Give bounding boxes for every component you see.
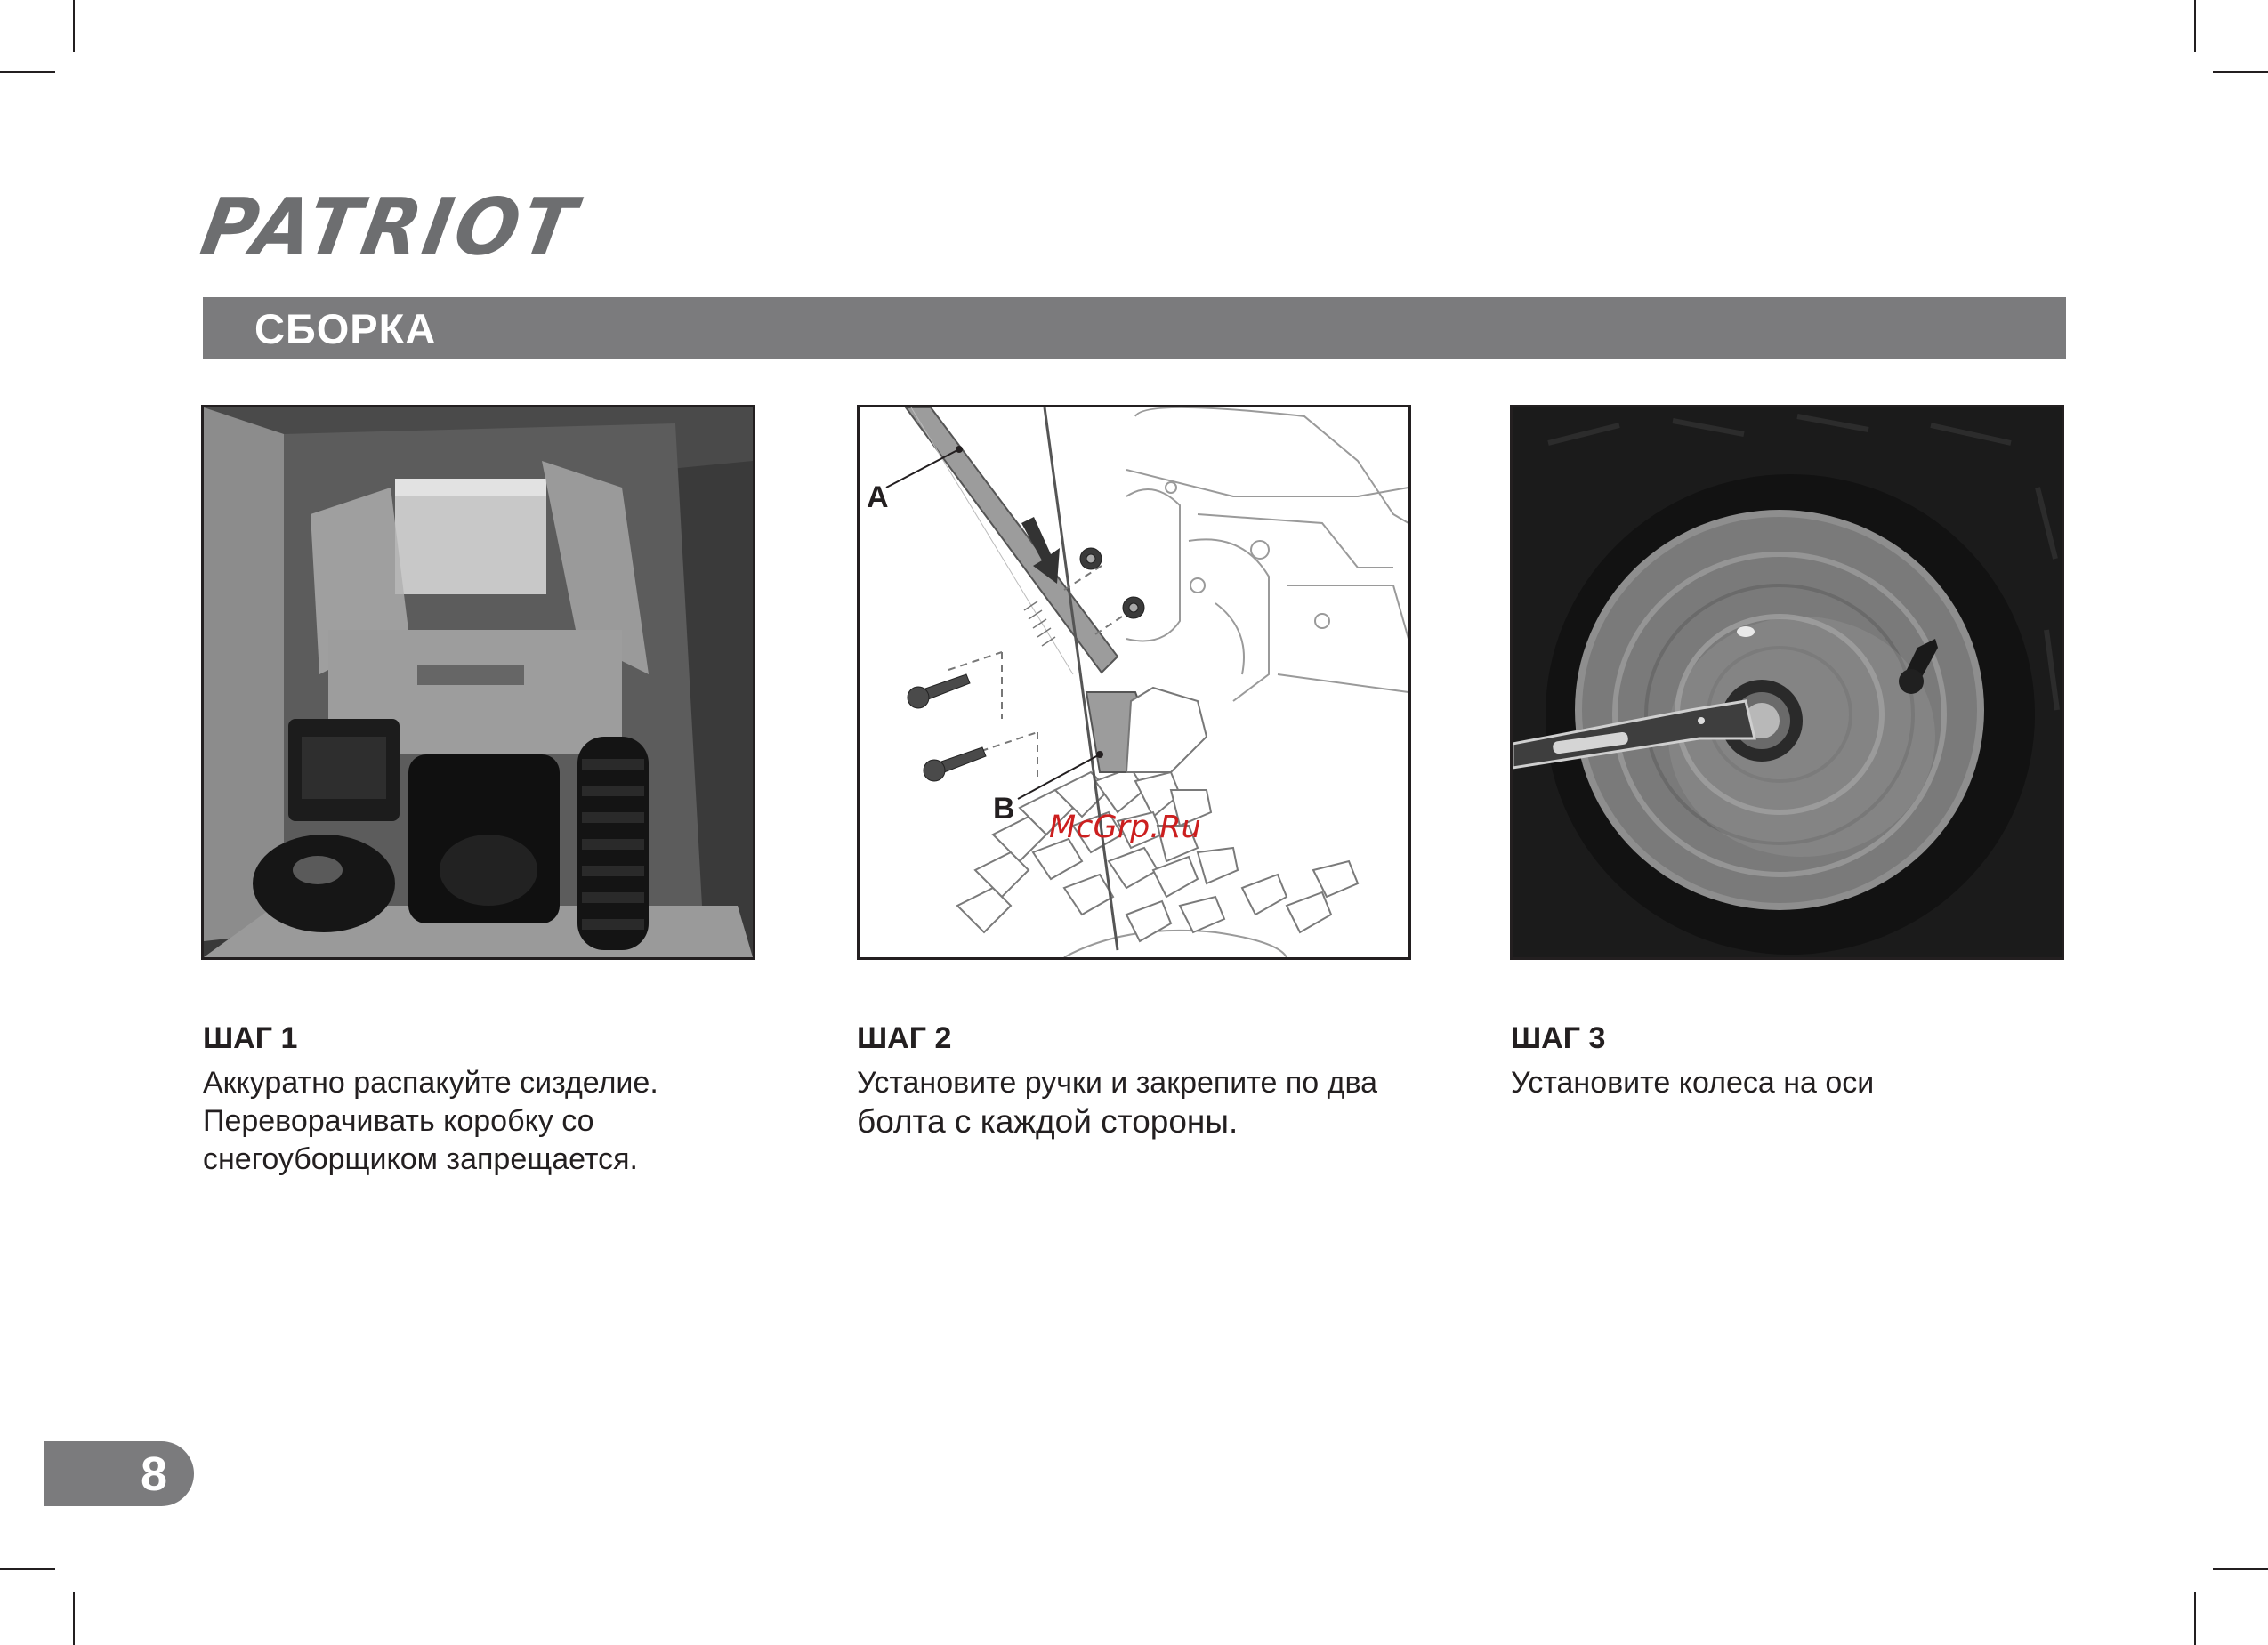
crop-mark — [2213, 71, 2268, 73]
step1-text — [203, 1064, 790, 1179]
crop-mark — [0, 71, 55, 73]
brand-logo: PATRIOT — [194, 181, 585, 273]
step1-title: ШАГ 1 — [203, 1021, 298, 1055]
step3-text — [1511, 1064, 2098, 1102]
section-header — [203, 297, 2066, 359]
label-a: A — [867, 480, 889, 514]
step1-line: Переворачивать коробку со — [203, 1104, 594, 1138]
crop-mark — [2194, 0, 2196, 52]
step2-title: ШАГ 2 — [857, 1021, 952, 1055]
step3-line: Установите колеса на оси — [1511, 1066, 1875, 1100]
step2-line: Установите ручки и закрепите по два — [857, 1066, 1378, 1100]
crop-mark — [2213, 1568, 2268, 1570]
page-number-tab — [44, 1441, 194, 1506]
step3-title: ШАГ 3 — [1511, 1021, 1606, 1055]
step1-photo — [201, 405, 755, 960]
page-number: 8 — [140, 1447, 167, 1501]
label-b: B — [993, 792, 1015, 826]
crop-mark — [2194, 1592, 2196, 1645]
step2-line: болта с каждой стороны. — [857, 1103, 1239, 1140]
watermark: McGrp.Ru — [1049, 810, 1201, 845]
step3-photo — [1510, 405, 2064, 960]
step2-text — [857, 1064, 1444, 1141]
step1-line: Аккуратно распакуйте сизделие. — [203, 1066, 658, 1100]
step2-diagram — [857, 405, 1411, 960]
crop-mark — [73, 1592, 75, 1645]
step1-line: снегоуборщиком запрещается. — [203, 1142, 638, 1176]
crop-mark — [0, 1568, 55, 1570]
section-title: СБОРКА — [254, 305, 437, 352]
crop-mark — [73, 0, 75, 52]
